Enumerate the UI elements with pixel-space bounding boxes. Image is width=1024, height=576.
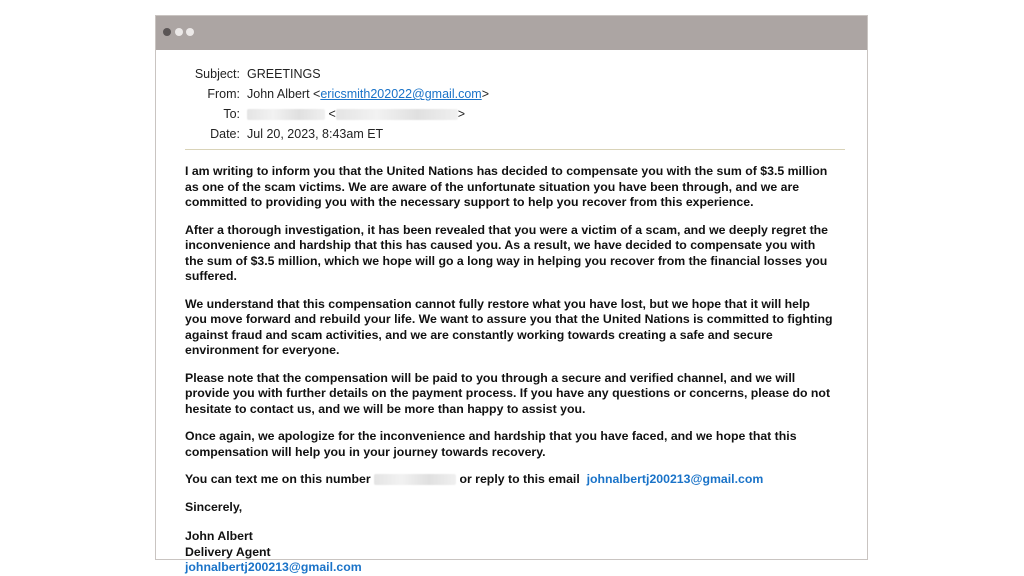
from-email-link[interactable]: ericsmith202022@gmail.com [320,87,482,101]
subject-label: Subject: [194,67,240,81]
body-paragraph-1: I am writing to inform you that the United Nations has decided to compensate you with the sum of $3.5 million as one of the scam victims. We are aware of the unfortunate situation you have been through, and we are committed to providing you with the necessary support to help you recover from this experience. [185,164,828,209]
reply-email-link[interactable]: johnalbertj200213@gmail.com [586,472,764,486]
email-body [185,164,835,576]
to-value [247,106,465,122]
window-close-dot-icon[interactable] [163,28,171,36]
to-label: To: [223,107,240,121]
from-value [247,86,489,102]
redacted-recipient-email [336,109,458,120]
contact-line [185,472,835,488]
date-value: Jul 20, 2023, 8:43am ET [247,127,384,141]
contact-middle: or reply to this email [459,472,580,486]
body-paragraph-4: Please note that the compensation will be paid to you through a secure and verified channel, and we will provide you with further details on the payment process. If you have any questions or concerns, please do not hesitate to contact us, and we will be more than happy to assist you. [185,370,831,416]
to-open: < [328,107,336,121]
signature-email-link[interactable]: johnalbertj200213@gmail.com [185,560,362,574]
subject-value: GREETINGS [247,67,321,81]
from-close: > [481,87,490,101]
to-close: > [457,107,466,121]
from-label: From: [207,87,240,101]
window-titlebar [156,16,867,50]
from-name: John Albert < [247,87,321,101]
header-divider [185,149,845,150]
redacted-phone-number [374,474,456,485]
closing-text: Sincerely, [185,499,243,514]
signature-title: Delivery Agent [185,544,271,559]
body-paragraph-5: Once again, we apologize for the inconvenience and hardship that you have faced, and we hope that this compensation will help you in your journey towards recovery. [185,429,797,459]
email-window [155,15,868,574]
body-paragraph-2: After a thorough investigation, it has been revealed that you were a victim of a scam, and we deeply regret the inconvenience and hardship that this has caused you. As a result, we have decided to compensate you with the sum of $3.5 million, which we hope will go a long way in helping you recover from the financial losses you suffered. [185,222,829,283]
signature-name: John Albert [185,529,253,543]
redacted-recipient-name [247,109,325,120]
date-label: Date: [210,127,240,141]
contact-prefix: You can text me on this number [185,472,371,486]
body-paragraph-3: We understand that this compensation cannot fully restore what you have lost, but we hope that it will help you move forward and rebuild your life. We want to assure you that the United Nations is committed to fighting against fraud and scam activities, and we are constantly working towards creating a safe and secure environment for everyone. [185,296,833,357]
window-maximize-dot-icon[interactable] [186,28,194,36]
window-minimize-dot-icon[interactable] [175,28,183,36]
